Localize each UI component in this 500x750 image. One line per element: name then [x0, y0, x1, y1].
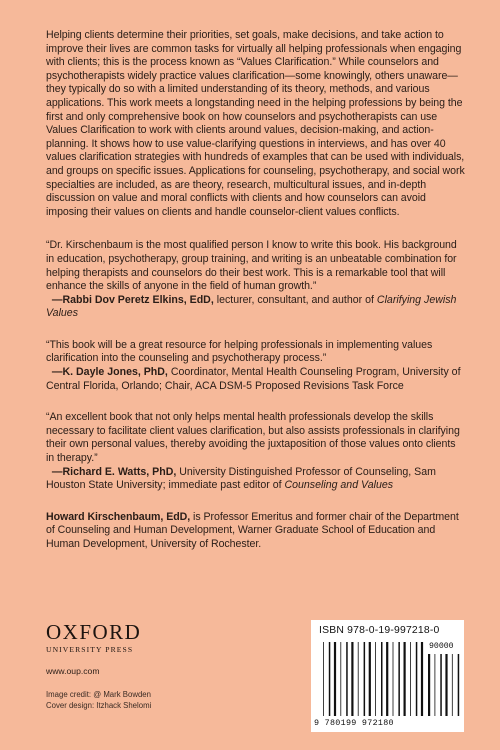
barcode-bar [393, 642, 394, 716]
barcode-bar [329, 642, 331, 716]
barcode-bar [416, 642, 418, 716]
barcode-digits: 9 780199 972180 [314, 718, 394, 728]
barcode-bar [381, 642, 383, 716]
barcode-bar [428, 654, 430, 716]
endorsement-3-text: “An excellent book that not only helps mental health professionals develop the skills necessary to facilitate client values clarification, but also assists professionals in clarifying their own personal values, thereby avoiding the juxtaposition of those values onto clients in therapy.” [46, 411, 460, 465]
endorsement-2-text: “This book will be a great resource for helping professionals in implementing values clarification into the counseling and psychotherapy process.” [46, 338, 433, 365]
author-bio-text: is Professor Emeritus and former chair of the Department of Counseling and Human Development, Warner Graduate School of Education and Human Development, University of Rochester. [46, 510, 459, 550]
book-description: Helping clients determine their priorities, set goals, make decisions, and take action to improve their lives are common tasks for virtually all helping professionals when engaging with clients; this is the process known as “Values Clarification.” While counselors and psychotherapists widely practice values clarification—some knowingly, others unaware—they typically do so with a limited understanding of its theory, methods, and various applications. This work meets a longstanding need in the helping professions by being the first and only comprehensive book on how counselors and psychotherapists can use Values Clarification to work with clients around values, decision-making, and action-planning. It shows how to use value-clarifying questions in interviews, and has over 40 values clarification strategies with hundreds of examples that can be used with individuals, and groups on specific issues. Applications for counseling, psychotherapy, and social work specialties are included, as are theory, research, multicultural issues, and in-depth discussion on value and moral conflicts with clients and how counselors can avoid imposing their values on clients and handle counselor-client values conflicts. [46, 29, 465, 218]
barcode-bar [410, 642, 411, 716]
barcode-bar [404, 642, 406, 716]
endorsement-1 [46, 239, 466, 321]
barcode-bar [452, 654, 453, 716]
image-credit: Image credit: @ Mark Bowden [46, 690, 151, 699]
publisher-name: OXFORD [46, 620, 142, 644]
barcode-graphic [311, 620, 464, 732]
publisher-press: UNIVERSITY PRESS [46, 645, 134, 654]
barcode-bar [421, 642, 423, 716]
endorsement-1-work: Clarifying Jewish Values [46, 293, 457, 320]
cover-credits [46, 689, 246, 711]
barcode-bar [334, 642, 336, 716]
endorsement-2-name: —K. Dayle Jones, PhD, [51, 366, 168, 379]
barcode-bar [323, 642, 324, 716]
barcode-bar [358, 642, 359, 716]
barcode-bar [386, 642, 388, 716]
publisher-logo [46, 622, 246, 676]
barcode-bar [369, 642, 371, 716]
barcode-addon-digits: 90000 [429, 642, 454, 651]
endorsement-3-name: —Richard E. Watts, PhD, [51, 465, 177, 478]
author-name: Howard Kirschenbaum, EdD, [46, 510, 191, 523]
endorsement-3-affiliation: University Distinguished Professor of Counseling, Sam Houston State University; immediate past editor of [46, 465, 436, 492]
barcode-bar [364, 642, 366, 716]
barcode-bars-addon [428, 654, 459, 716]
barcode-bar [351, 642, 353, 716]
barcode-bar [458, 654, 460, 716]
cover-text-column [46, 29, 466, 552]
publisher-website[interactable]: www.oup.com [46, 666, 100, 676]
barcode-bar [445, 654, 447, 716]
barcode-bar [440, 654, 442, 716]
endorsement-3 [46, 411, 466, 493]
barcode-bars-main [323, 642, 423, 716]
endorsement-1-attribution [46, 294, 466, 321]
barcode-bar [435, 654, 436, 716]
author-bio [46, 511, 466, 552]
isbn-label: ISBN 978-0-19-997218-0 [319, 625, 440, 636]
barcode-bar [340, 642, 341, 716]
isbn-barcode-box [311, 620, 464, 732]
endorsement-2 [46, 339, 466, 393]
endorsement-3-attribution [46, 466, 466, 493]
endorsement-1-affiliation: lecturer, consultant, and author of [213, 293, 377, 306]
endorsement-2-attribution [46, 366, 466, 393]
endorsement-1-name: —Rabbi Dov Peretz Elkins, EdD, [51, 293, 214, 306]
barcode-bar [346, 642, 348, 716]
endorsement-2-affiliation: Coordinator, Mental Health Counseling Program, University of Central Florida, Orlando; Chair, ACA DSM-5 Proposed Revisions Task Force [46, 366, 461, 392]
barcode-bar [398, 642, 400, 716]
endorsement-3-work: Counseling and Values [284, 479, 394, 492]
design-credit: Cover design: Itzhack Shelomi [46, 701, 152, 710]
endorsement-1-text: “Dr. Kirschenbaum is the most qualified person I know to write this book. His background in education, psychotherapy, group training, and writing is an unbeatable combination for helping therapists and counselors do their best work. This is a remarkable tool that will enhance the skills of anyone in the field of human growth.” [46, 239, 457, 293]
barcode-bar [375, 642, 376, 716]
